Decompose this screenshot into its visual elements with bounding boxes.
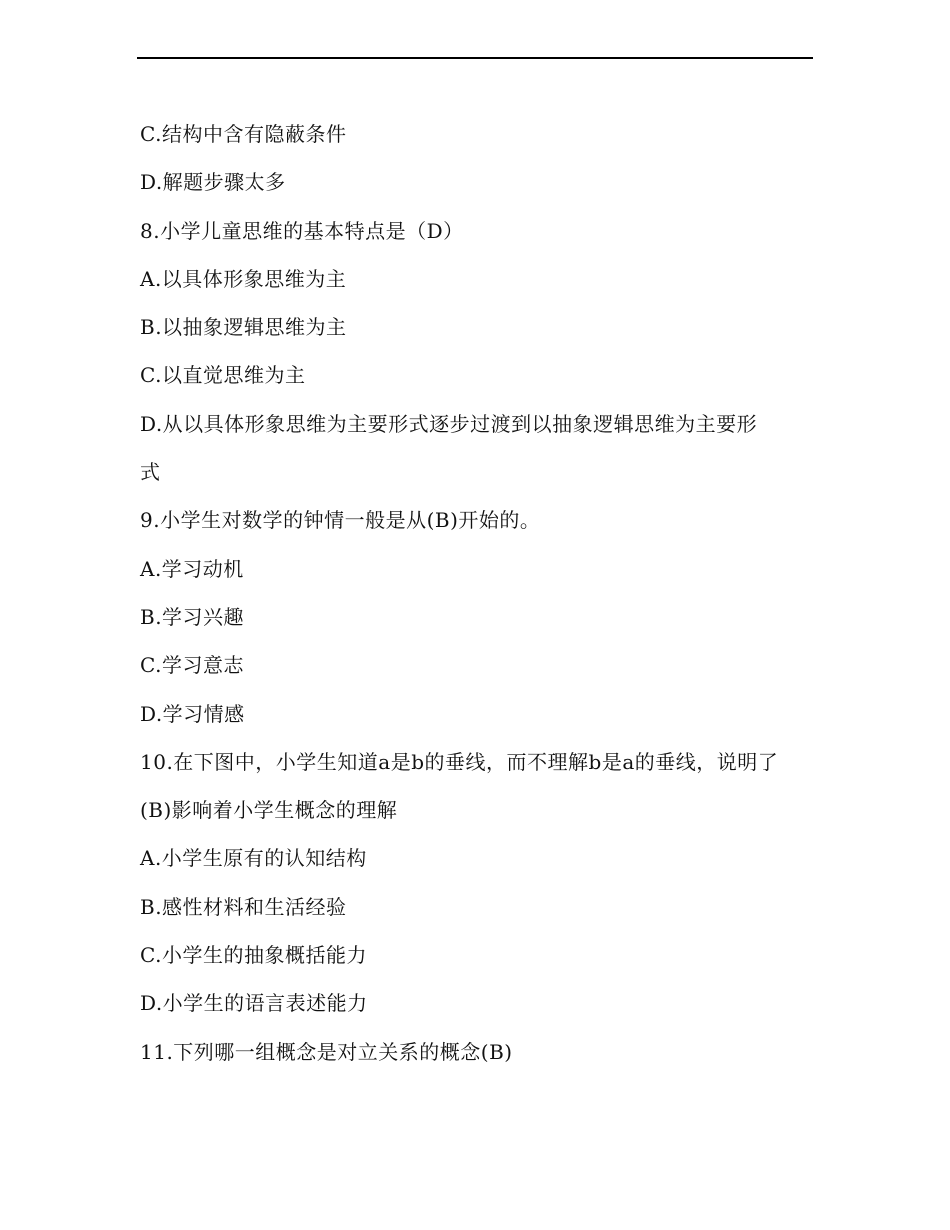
question-10-option-b: B.感性材料和生活经验 xyxy=(140,894,347,919)
header-rule xyxy=(137,57,813,59)
question-10: 10.在下图中，小学生知道a是b的垂线，而不理解b是a的垂线，说明了 xyxy=(140,749,779,774)
option-c-hidden-conditions: C.结构中含有隐蔽条件 xyxy=(140,122,347,146)
question-8: 8.小学儿童思维的基本特点是（D） xyxy=(140,218,464,243)
question-8-option-b: B.以抽象逻辑思维为主 xyxy=(140,315,347,340)
question-9-option-b: B.学习兴趣 xyxy=(140,604,245,629)
question-10-option-a: A.小学生原有的认知结构 xyxy=(140,846,367,871)
option-d-too-many-steps: D.解题步骤太多 xyxy=(140,170,286,195)
question-10-option-c: C.小学生的抽象概括能力 xyxy=(140,943,367,968)
question-11: 11.下列哪一组概念是对立关系的概念(B) xyxy=(140,1039,513,1064)
question-9: 9.小学生对数学的钟情一般是从(B)开始的。 xyxy=(140,508,541,533)
question-8-option-c: C.以直觉思维为主 xyxy=(140,363,306,388)
question-9-option-d: D.学习情感 xyxy=(140,701,245,726)
question-8-option-d: D.从以具体形象思维为主要形式逐步过渡到以抽象逻辑思维为主要形 xyxy=(140,411,758,436)
question-10-option-d: D.小学生的语言表述能力 xyxy=(140,991,368,1016)
question-8-option-d-continued: 式 xyxy=(140,460,161,485)
question-9-option-a: A.学习动机 xyxy=(140,556,244,581)
question-8-option-a: A.以具体形象思维为主 xyxy=(140,266,347,291)
question-9-option-c: C.学习意志 xyxy=(140,653,244,678)
document-body xyxy=(140,110,812,1076)
question-10-continued: (B)影响着小学生概念的理解 xyxy=(140,798,398,823)
